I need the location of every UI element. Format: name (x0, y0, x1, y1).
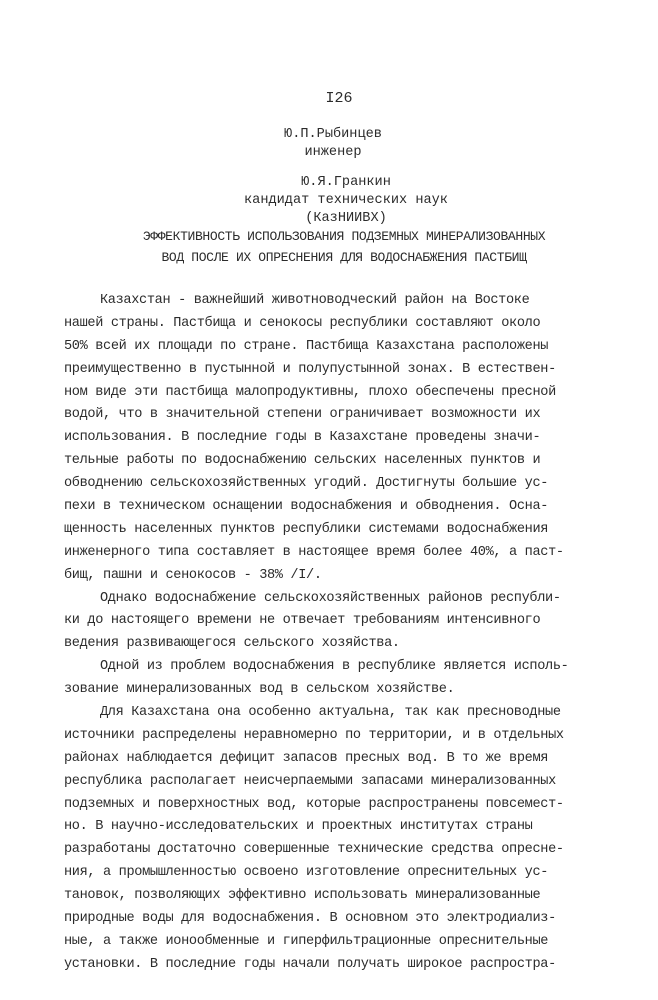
body-line: Для Казахстана она особенно актуальна, так как пресноводные (100, 705, 561, 721)
author-role: кандидат технических наук (244, 193, 448, 208)
body-line: пехи в техническом оснащении водоснабжения и обводнения. Осна- (64, 499, 549, 515)
body-line: ведения развивающегося сельского хозяйства. (64, 636, 400, 652)
article-body (64, 290, 604, 977)
author-name: Ю.Я.Гранкин (301, 175, 391, 190)
author-block-1 (0, 126, 658, 162)
body-line: использования. В последние годы в Казахстане проведены значи- (64, 430, 541, 446)
body-line: инженерного типа составляет в настоящее время более 40%, а паст- (64, 544, 564, 560)
author-role: инженер (304, 145, 362, 160)
body-line: ния, а промышленностью освоено изготовление опреснительных ус- (64, 865, 549, 881)
body-line: зование минерализованных вод в сельском хозяйстве. (64, 682, 455, 698)
body-line: водой, что в значительной степени ограничивает возможности их (64, 407, 541, 423)
body-line: Однако водоснабжение сельскохозяйственных районов республи- (100, 590, 561, 606)
body-line: 50% всей их площади по стране. Пастбища Казахстана расположены (64, 338, 549, 354)
body-line: ки до настоящего времени не отвечает требованиям интенсивного (64, 613, 541, 629)
body-line: разработаны достаточно совершенные технические средства опресне- (64, 842, 564, 858)
author-name: Ю.П.Рыбинцев (284, 127, 382, 142)
body-line: Казахстан - важнейший животноводческий район на Востоке (100, 293, 530, 308)
body-line: щенность населенных пунктов республики системами водоснабжения (64, 521, 549, 537)
body-line: но. В научно-исследовательских и проектных институтах страны (64, 819, 533, 835)
body-line: районах наблюдается дефицит запасов пресных вод. В то же время (64, 750, 549, 766)
body-line: ные, а также ионообменные и гиперфильтрационные опреснительные (64, 933, 549, 949)
author-block-2 (0, 174, 658, 228)
body-line: бищ, пашни и сенокосов - 38% /I/. (64, 567, 322, 583)
author-affiliation: (КазНИИВХ) (305, 211, 387, 226)
page-number: I26 (325, 90, 353, 107)
body-line: преимущественно в пустынной и полупустынной зонах. В естествен- (64, 361, 556, 377)
article-title (0, 226, 658, 268)
body-line: природные воды для водоснабжения. В основном это электродиализ- (64, 911, 556, 927)
body-line: установки. В последние годы начали получать широкое распростра- (64, 956, 556, 972)
body-line: тельные работы по водоснабжению сельских населенных пунктов и (64, 453, 541, 469)
title-line: ВОД ПОСЛЕ ИХ ОПРЕСНЕНИЯ ДЛЯ ВОДОСНАБЖЕНИЯ ПАСТБИЩ (161, 250, 527, 265)
body-line: ном виде эти пастбища малопродуктивны, плохо обеспечены пресной (64, 384, 556, 400)
title-line: ЭФФЕКТИВНОСТЬ ИСПОЛЬЗОВАНИЯ ПОДЗЕМНЫХ МИНЕРАЛИЗОВАННЫХ (142, 229, 546, 244)
body-line: тановок, позволяющих эффективно использовать минерализованные (64, 888, 541, 904)
body-line: Одной из проблем водоснабжения в республике является исполь- (100, 659, 569, 675)
body-line: обводнению сельскохозяйственных угодий. Достигнуты большие ус- (64, 476, 549, 492)
body-line: республика располагает неисчерпаемыми запасами минерализованных (64, 773, 556, 789)
body-line: нашей страны. Пастбища и сенокосы республики составляют около (64, 315, 541, 331)
body-line: подземных и поверхностных вод, которые распространены повсемест- (64, 796, 564, 812)
body-line: источники распределены неравномерно по территории, и в отдельных (64, 727, 564, 743)
